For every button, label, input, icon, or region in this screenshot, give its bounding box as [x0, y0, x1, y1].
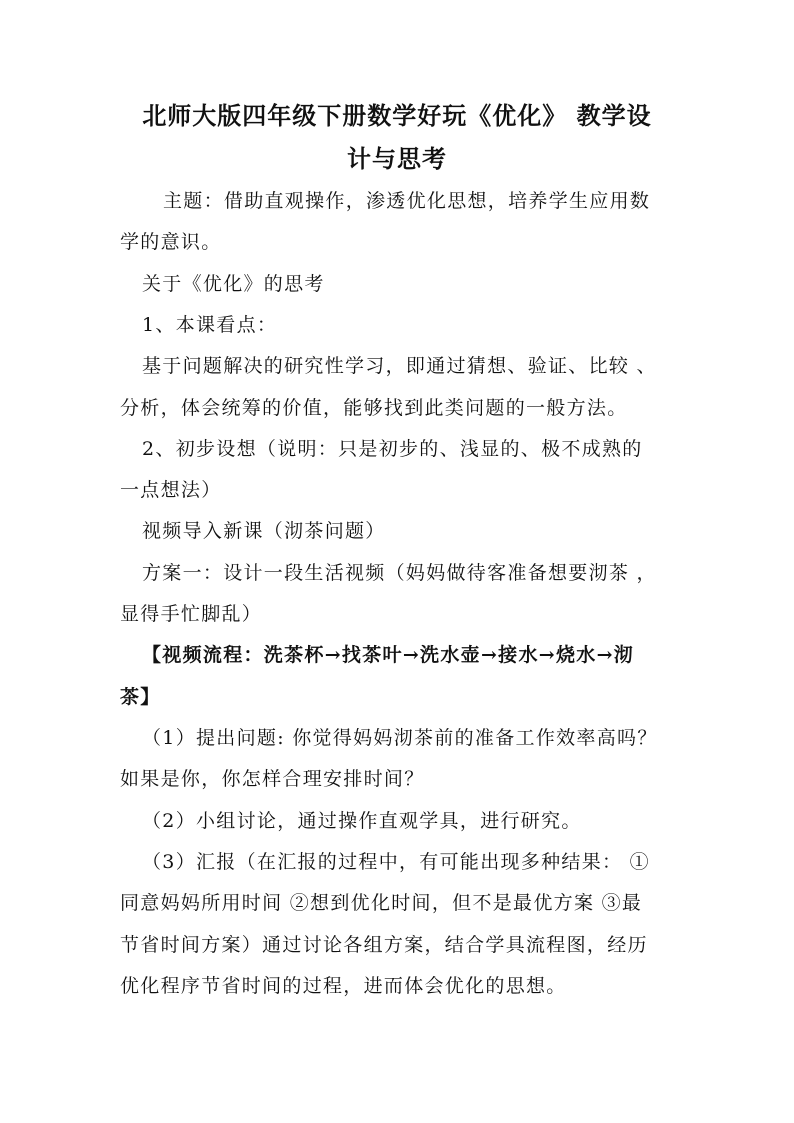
- highlights-paragraph-line-2: 分析，体会统筹的价值，能够找到此类问题的一般方法。: [120, 397, 628, 419]
- step-2-line: （2）小组讨论，通过操作直观学具，进行研究。: [142, 810, 582, 832]
- step-3-line-3: 节省时间方案）通过讨论各组方案，结合学具流程图，经历: [120, 934, 648, 956]
- step-1-line-2: 如果是你，你怎样合理安排时间？: [120, 768, 425, 790]
- video-flow-line-2: 茶】: [120, 686, 161, 708]
- theme-paragraph-line-1: 主题：借助直观操作，渗透优化思想，培养学生应用数: [163, 190, 651, 212]
- section-heading-reflection: 关于《优化》的思考: [142, 273, 325, 295]
- theme-paragraph-line-2: 学的意识。: [120, 231, 222, 253]
- section-heading-highlights: 1、本课看点：: [142, 314, 278, 336]
- step-3-line-2: 同意妈妈所用时间 ②想到优化时间，但不是最优方案 ③最: [120, 892, 643, 914]
- section-heading-plan: 2、初步设想（说明：只是初步的、浅显的、极不成熟的: [142, 438, 643, 460]
- document-title-line-1: 北师大版四年级下册数学好玩《优化》 教学设: [142, 102, 652, 130]
- video-intro-heading: 视频导入新课（沏茶问题）: [142, 520, 386, 542]
- document-title-line-2: 计与思考: [347, 145, 447, 173]
- plan-paragraph-line-2: 一点想法）: [120, 479, 222, 501]
- video-flow-line-1: 【视频流程：洗茶杯→找茶叶→洗水壶→接水→烧水→沏: [142, 644, 635, 666]
- step-3-line-4: 优化程序节省时间的过程，进而体会优化的思想。: [120, 975, 567, 997]
- step-1-line-1: （1）提出问题: 你觉得妈妈沏茶前的准备工作效率高吗？: [142, 727, 658, 749]
- option-one-line-2: 显得手忙脚乱）: [120, 603, 263, 625]
- option-one-line-1: 方案一：设计一段生活视频（妈妈做待客准备想要沏茶 ，: [142, 562, 657, 584]
- highlights-paragraph-line-1: 基于问题解决的研究性学习，即通过猜想、验证、比较 、: [142, 355, 657, 377]
- step-3-line-1: （3）汇报（在汇报的过程中，有可能出现多种结果： ①: [142, 851, 650, 873]
